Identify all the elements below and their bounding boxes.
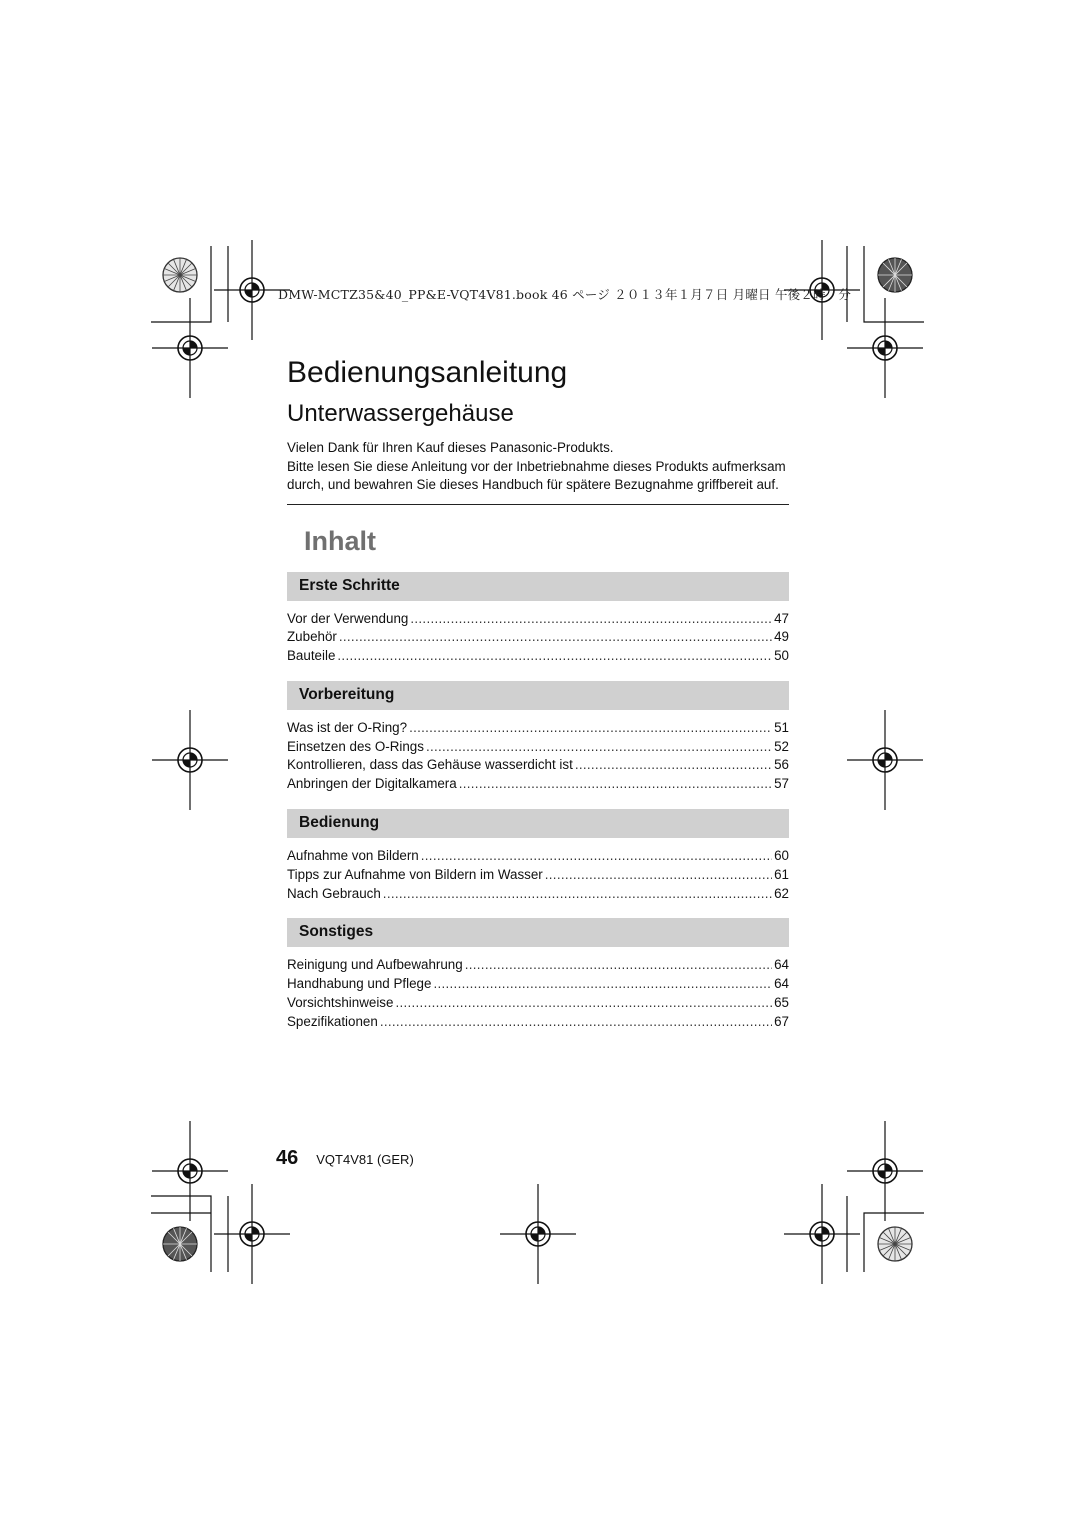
toc-entry[interactable] (287, 610, 789, 629)
toc-entry-label: Einsetzen des O-Rings (287, 738, 424, 754)
toc-section (287, 572, 789, 666)
toc-entry[interactable] (287, 847, 789, 866)
toc-entry-page: 57 (774, 776, 789, 792)
toc-entry-label: Handhabung und Pflege (287, 976, 432, 992)
toc-entry[interactable] (287, 866, 789, 885)
color-bar-rose-icon (163, 258, 197, 292)
toc-entry-page: 56 (774, 757, 789, 773)
intro-paragraph: Bitte lesen Sie diese Anleitung vor der Inbetriebnahme dieses Produkts aufmerksam durch, und bewahren Sie dieses Handbuch für spätere Bezugnahme griffbereit auf. (287, 458, 786, 492)
intro-paragraph: Vielen Dank für Ihren Kauf dieses Panasonic-Produkts. (287, 440, 614, 455)
toc-entry-page: 52 (774, 738, 789, 754)
leader-dots (426, 738, 772, 757)
page-subtitle: Unterwassergehäuse (287, 400, 514, 427)
divider (287, 504, 789, 505)
registration-mark-icon (847, 1121, 923, 1221)
color-bar-rose-icon (163, 1227, 197, 1261)
toc-entry-page: 60 (774, 848, 789, 864)
toc-entry[interactable] (287, 647, 789, 666)
toc-entry[interactable] (287, 975, 789, 994)
toc-section-heading: Sonstiges (287, 918, 789, 947)
document-code: VQT4V81 (GER) (316, 1152, 414, 1167)
leader-dots (383, 885, 772, 904)
registration-mark-icon (847, 298, 923, 398)
toc-entry[interactable] (287, 628, 789, 647)
toc-entry-label: Reinigung und Aufbewahrung (287, 957, 463, 973)
leader-dots (575, 756, 772, 775)
leader-dots (380, 1013, 772, 1032)
toc-entry-label: Spezifikationen (287, 1013, 378, 1029)
toc-entry-label: Bauteile (287, 648, 336, 664)
toc-entry-label: Tipps zur Aufnahme von Bildern im Wasser (287, 866, 543, 882)
toc-entry-label: Vor der Verwendung (287, 610, 409, 626)
toc-entry-label: Was ist der O-Ring? (287, 719, 408, 735)
registration-mark-icon (500, 1184, 576, 1284)
registration-mark-icon (152, 1121, 228, 1221)
registration-mark-icon (784, 1184, 860, 1284)
registration-mark-icon (214, 1184, 290, 1284)
leader-dots (433, 975, 772, 994)
toc-section-heading: Bedienung (287, 809, 789, 838)
page-footer (276, 1147, 414, 1170)
leader-dots (421, 847, 772, 866)
registration-mark-icon (152, 298, 228, 398)
toc-entry[interactable] (287, 956, 789, 975)
toc-entry-label: Anbringen der Digitalkamera (287, 776, 457, 792)
toc-entry-label: Aufnahme von Bildern (287, 848, 419, 864)
toc-title: Inhalt (304, 525, 376, 556)
leader-dots (395, 994, 772, 1013)
intro-text (287, 439, 789, 495)
toc-section (287, 809, 789, 903)
toc-section-heading: Vorbereitung (287, 681, 789, 710)
toc-entry-page: 49 (774, 629, 789, 645)
toc-entry[interactable] (287, 994, 789, 1013)
toc-entry-page: 65 (774, 995, 789, 1011)
toc-entry-label: Zubehör (287, 629, 337, 645)
toc-section (287, 918, 789, 1031)
toc-entry-page: 67 (774, 1013, 789, 1029)
toc-entry-label: Kontrollieren, dass das Gehäuse wasserdicht ist (287, 757, 573, 773)
toc-entry-page: 51 (774, 719, 789, 735)
page-title: Bedienungsanleitung (287, 356, 568, 389)
toc-entry[interactable] (287, 719, 789, 738)
toc-section (287, 681, 789, 794)
toc-entry[interactable] (287, 738, 789, 757)
toc-entry-label: Vorsichtshinweise (287, 995, 394, 1011)
toc-entry[interactable] (287, 775, 789, 794)
leader-dots (545, 866, 772, 885)
leader-dots (409, 719, 772, 738)
toc-entry[interactable] (287, 756, 789, 775)
toc-entry-page: 62 (774, 885, 789, 901)
leader-dots (339, 628, 772, 647)
registration-mark-icon (152, 710, 228, 810)
toc-entry-label: Nach Gebrauch (287, 885, 381, 901)
page-number: 46 (276, 1147, 299, 1169)
leader-dots (410, 610, 772, 629)
page-content (287, 355, 789, 1032)
leader-dots (465, 956, 772, 975)
registration-mark-icon (847, 710, 923, 810)
leader-dots (459, 775, 772, 794)
leader-dots (337, 647, 772, 666)
toc-entry-page: 61 (774, 866, 789, 882)
color-bar-rose-icon (878, 1227, 912, 1261)
toc-entry[interactable] (287, 1013, 789, 1032)
print-header: DMW-MCTZ35&40_PP&E-VQT4V81.book 46 ページ ２０１３年１月７日 月曜日 午後２時７分 (278, 287, 852, 302)
toc-entry-page: 50 (774, 648, 789, 664)
toc-entry-page: 47 (774, 610, 789, 626)
toc-section-heading: Erste Schritte (287, 572, 789, 601)
toc-entry-page: 64 (774, 957, 789, 973)
toc-entry-page: 64 (774, 976, 789, 992)
toc-entry[interactable] (287, 885, 789, 904)
